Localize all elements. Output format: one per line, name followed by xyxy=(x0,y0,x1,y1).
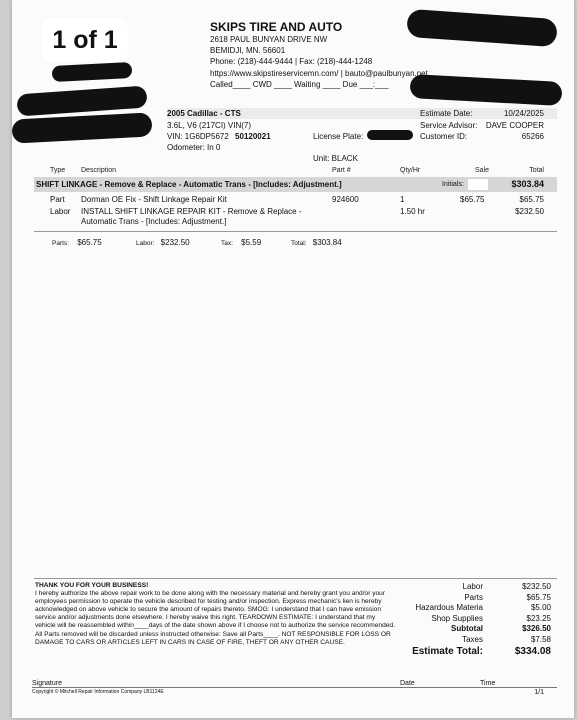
col-sale: Sale xyxy=(475,167,490,174)
footer-divider xyxy=(34,578,557,579)
estimate-total-value: $334.08 xyxy=(514,645,551,657)
redaction-mark xyxy=(367,130,413,140)
totals-value: $65.75 xyxy=(526,592,551,602)
summary-tax xyxy=(221,238,261,247)
thanks-heading: THANK YOU FOR YOUR BUSINESS! xyxy=(35,582,149,589)
estimate-date: 10/24/2025 xyxy=(503,109,544,118)
page-count-badge: 1 of 1 xyxy=(42,18,128,62)
col-total: Total xyxy=(529,167,544,174)
summary-parts-label: Parts: xyxy=(52,240,69,247)
line-description: Dorman OE Fix - Shift Linkage Repair Kit xyxy=(81,195,227,204)
col-qty-hr: Qty/Hr xyxy=(400,167,421,174)
summary-parts: $65.75 xyxy=(77,238,102,247)
line-qty: 1 xyxy=(400,195,405,204)
job-title: SHIFT LINKAGE - Remove & Replace - Automatic Trans - [Includes: Adjustment.] xyxy=(36,180,342,189)
line-description-cont: Automatic Trans - [Includes: Adjustment.] xyxy=(81,217,227,226)
summary-labor xyxy=(136,238,190,247)
totals-label: Labor xyxy=(462,582,483,591)
totals-label: Hazardous Materia xyxy=(415,603,483,613)
divider xyxy=(34,231,557,232)
vehicle-unit: Unit: BLACK xyxy=(313,154,358,163)
customer-id-label: Customer ID: xyxy=(420,132,468,141)
customer-id: 65266 xyxy=(521,132,544,141)
summary-row xyxy=(52,238,102,247)
subtotal-value: $326.50 xyxy=(522,624,551,634)
line-part-number: 924600 xyxy=(332,195,359,204)
summary-total-label: Total: xyxy=(291,240,307,247)
totals-value: $232.50 xyxy=(522,582,551,591)
date-label: Date xyxy=(400,680,415,687)
line-qty: 1.50 hr xyxy=(400,207,425,216)
subtotal-label: Subtotal xyxy=(451,624,483,634)
totals-value: $23.25 xyxy=(526,613,551,623)
page-number: 1/1 xyxy=(534,689,544,696)
redaction-mark xyxy=(406,9,558,47)
taxes-label: Taxes xyxy=(462,634,483,644)
initials-box[interactable] xyxy=(468,179,488,190)
line-type: Part xyxy=(50,195,65,204)
called-line: Called____ CWD ____ Waiting ____ Due ___:___ xyxy=(210,79,389,89)
vehicle-engine: 3.6L, V6 (217CI) VIN(7) xyxy=(167,121,252,130)
totals-label: Parts xyxy=(464,592,483,602)
signature-line xyxy=(32,687,557,688)
terms-block xyxy=(35,582,395,647)
summary-tax-value: $5.59 xyxy=(241,238,262,247)
estimate-total-label: Estimate Total: xyxy=(412,645,483,657)
shop-name: SKIPS TIRE AND AUTO xyxy=(210,20,343,34)
col-type: Type xyxy=(50,167,66,174)
taxes-value: $7.58 xyxy=(530,634,551,644)
estimate-date-label: Estimate Date: xyxy=(420,109,473,118)
service-advisor: DAVE COOPER xyxy=(485,121,544,130)
vin-label: VIN: 1G6DP5672 xyxy=(167,132,229,141)
totals-label: Shop Supplies xyxy=(431,613,483,623)
terms-text: I hereby authorize the above repair work to be done along with the necessary material and hereby grant you and/or your employees permission to operate the vehicle described for testing and/or inspection. Express mechanic's lien is hereby acknowledged on above vehicle to secure the amount of repairs thereto. SMOG: I understand that I can have emission service and/or adjustments done elsewhere. I hereby waive this right. TEARDOWN ESTIMATE: I understand that my vehicle will be reassembled within____days of the date shown above if I choose not to authorize the service recommended. All Parts removed will be discarded unless instructed otherwise: Save all Parts____. NOT RESPONSIBLE FOR LOSS OR DAMAGE TO CARS OR ARTICLES LEFT IN CARS IN CASE OF FIRE, THEFT OR ANY OTHER CAUSE. xyxy=(35,590,395,646)
col-description: Description xyxy=(81,167,117,174)
shop-address: 2618 PAUL BUNYAN DRIVE NW xyxy=(210,35,328,44)
job-total: $303.84 xyxy=(511,179,544,189)
line-type: Labor xyxy=(50,207,71,216)
summary-labor-value: $232.50 xyxy=(160,238,190,247)
service-advisor-label: Service Advisor: xyxy=(420,121,478,130)
line-description: INSTALL SHIFT LINKAGE REPAIR KIT - Remove & Replace - xyxy=(81,207,302,216)
col-part-number: Part # xyxy=(332,167,351,174)
redaction-mark xyxy=(11,112,152,143)
summary-labor-label: Labor: xyxy=(136,240,155,247)
vehicle-odometer: Odometer: In 0 xyxy=(167,143,221,152)
time-label: Time xyxy=(480,680,496,687)
totals-block xyxy=(398,582,551,660)
summary-tax-label: Tax: xyxy=(221,240,233,247)
line-total: $65.75 xyxy=(519,195,544,204)
estimate-document xyxy=(12,0,574,718)
redaction-mark xyxy=(52,62,133,82)
copyright: Copyright © Mitchell Repair Information Company LB1124E xyxy=(32,689,164,695)
shop-city: BEMIDJI, MN. 56601 xyxy=(210,46,286,56)
shop-phone: Phone: (218)-444-9444 | Fax: (218)-444-1248 xyxy=(210,57,373,67)
shop-header xyxy=(210,20,428,90)
vin-number: 50120021 xyxy=(235,132,271,141)
summary-total xyxy=(291,238,342,247)
line-sale: $65.75 xyxy=(460,195,485,204)
signature-label: Signature xyxy=(32,680,62,687)
license-plate-label: License Plate: xyxy=(313,132,364,141)
line-total: $232.50 xyxy=(515,207,544,216)
shop-web: https://www.skipstireservicemn.com/ | bauto@paulbunyan.net xyxy=(210,68,428,78)
summary-total-value: $303.84 xyxy=(312,238,342,247)
vehicle-vin xyxy=(167,132,271,141)
vehicle-model: 2005 Cadillac - CTS xyxy=(167,109,241,118)
redaction-mark xyxy=(409,74,562,106)
redaction-mark xyxy=(16,85,147,116)
totals-value: $5.00 xyxy=(530,603,551,613)
initials-label: Initials: xyxy=(442,181,464,188)
